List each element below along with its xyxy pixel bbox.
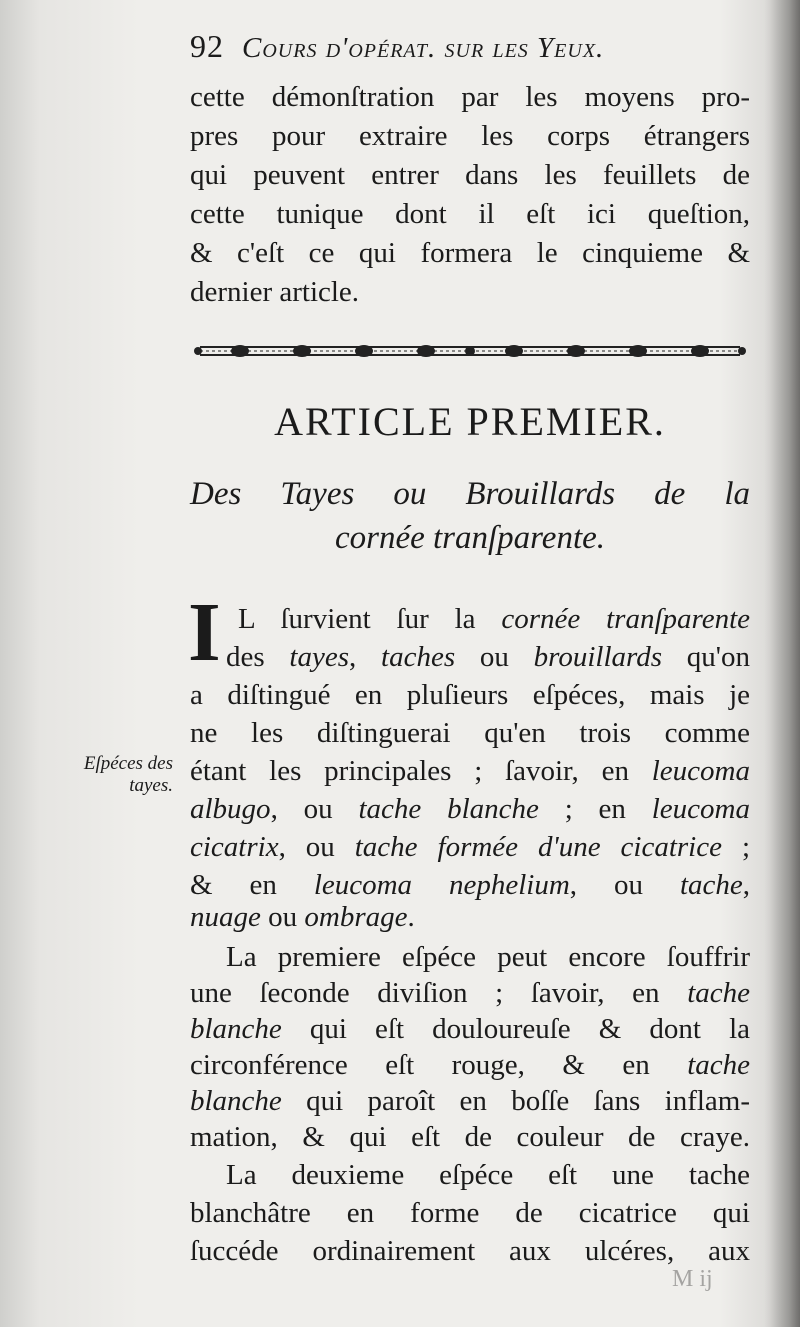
body-line: La premiere eſpéce peut encore ſouffrir (226, 941, 750, 973)
page-number: 92 (190, 28, 224, 64)
running-header (190, 28, 750, 72)
text-run: , (742, 869, 750, 901)
ornamental-rule (192, 338, 748, 364)
intro-line: cette démonſtration par les moyens pro- (190, 81, 750, 113)
text-run: ou (260, 901, 305, 933)
body-line: mation, & qui eſt de couleur de craye. (190, 1121, 750, 1153)
text-run: nuage (190, 901, 261, 933)
text-run: qu'on (662, 641, 751, 673)
margin-note: Eſpéces des (83, 753, 173, 774)
body-line (190, 1082, 750, 1120)
intro-line: & c'eſt ce qui formera le cinquieme & (190, 237, 750, 269)
intro-line: pres pour extraire les corps étrangers (190, 120, 750, 152)
running-title: Cours d'opérat. sur les Yeux. (242, 32, 605, 64)
text-run: tache blanche (358, 793, 539, 825)
text-run: cornée tranſparente (501, 603, 751, 635)
intro-line: dernier article. (190, 276, 360, 308)
body-line: a diſtingué en pluſieurs eſpéces, mais je (190, 679, 750, 711)
body-line (190, 752, 750, 790)
margin-note: tayes. (129, 775, 173, 796)
intro-line: cette tunique dont il eſt ici queſtion, (190, 198, 750, 230)
text-run: ; (721, 831, 750, 863)
text-run: , ou (278, 831, 355, 863)
text-run: ou (455, 641, 534, 673)
text-run: tache (679, 869, 743, 901)
text-run: qui eſt douloureuſe & dont la (281, 1013, 750, 1045)
text-run: leucoma nephelium (313, 869, 570, 901)
article-subtitle: Des Tayes ou Brouillards de la (190, 476, 750, 512)
text-run: tache (687, 1049, 750, 1081)
text-run: étant les principales ; ſavoir, en (190, 755, 652, 787)
text-run: brouillards (533, 641, 663, 673)
article-subtitle: cornée tranſparente. (334, 520, 606, 556)
signature-mark: M ij (672, 1266, 713, 1292)
body-line (190, 828, 750, 866)
body-line (190, 974, 750, 1012)
text-run: des (226, 641, 290, 673)
text-run: blanche (190, 1013, 282, 1045)
text-run: taches (381, 641, 456, 673)
text-run: ; en (538, 793, 652, 825)
body-line (190, 790, 750, 828)
body-line: ſuccéde ordinairement aux ulcéres, aux (190, 1235, 750, 1267)
text-run: qui paroît en boſſe ſans inflam- (281, 1085, 750, 1117)
body-line (190, 1010, 750, 1048)
text-run: une ſeconde diviſion ; ſavoir, en (190, 977, 688, 1009)
drop-cap: I (188, 586, 221, 679)
text-run: L ſurvient ſur la (238, 603, 502, 635)
body-line (190, 898, 750, 936)
body-line: blanchâtre en forme de cicatrice qui (190, 1197, 750, 1229)
article-title: ARTICLE PREMIER. (274, 399, 666, 444)
text-run: cicatrix (190, 831, 279, 863)
text-run: albugo (190, 793, 271, 825)
text-run: , ou (569, 869, 680, 901)
text-run: & en (190, 869, 314, 901)
body-line: ne les diſtinguerai qu'en trois comme (190, 717, 750, 749)
text-run: leucoma (651, 793, 750, 825)
body-line (238, 600, 750, 638)
text-run: leucoma (651, 755, 750, 787)
text-run: blanche (190, 1085, 282, 1117)
body-line: La deuxieme eſpéce eſt une tache (226, 1159, 750, 1191)
text-run: , (349, 641, 382, 673)
text-run: tache formée d'une cicatrice (354, 831, 722, 863)
text-run: . (407, 901, 415, 933)
text-run: , ou (270, 793, 359, 825)
text-run: circonférence eſt rouge, & en (190, 1049, 688, 1081)
body-line (190, 1046, 750, 1084)
gutter-shadow (764, 0, 800, 1327)
intro-line: qui peuvent entrer dans les feuillets de (190, 159, 750, 191)
text-run: ombrage (304, 901, 408, 933)
text-run: tayes (289, 641, 350, 673)
text-run: tache (687, 977, 750, 1009)
body-line (226, 638, 750, 676)
